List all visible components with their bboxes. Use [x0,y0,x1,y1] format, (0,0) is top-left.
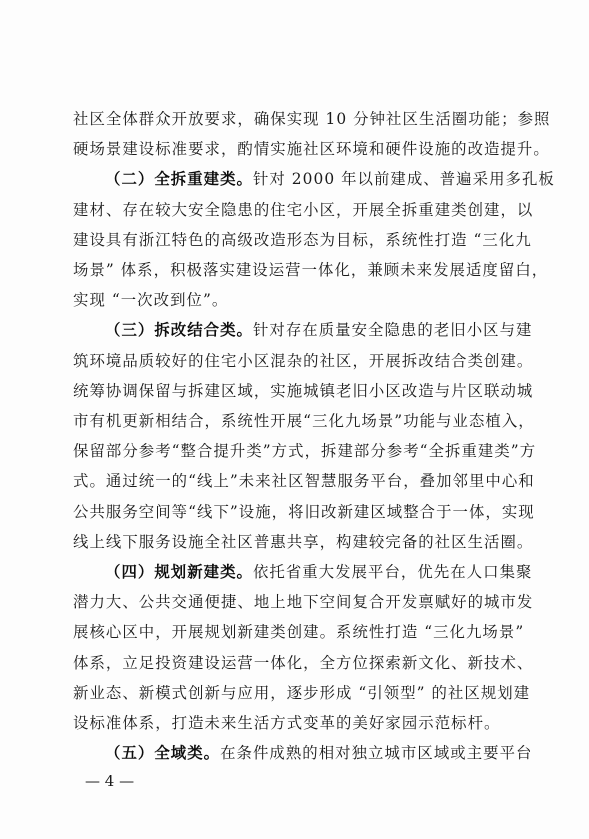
section-heading: （四）规划新建类。 [105,563,253,581]
text-line: 公共服务空间等“线下”设施，将旧改新建区域整合于一体，实现 [73,503,535,521]
text-line: 市有机更新相结合，系统性开展“三化九场景”功能与业态植入， [73,412,535,430]
text-line: 新业态、新模式创新与应用，逐步形成 “引领型” 的社区规划建 [73,684,531,702]
paragraph-text: 依托省重大发展平台，优先在人口集聚 [252,563,533,581]
section-heading: （三）拆改结合类。 [105,321,253,339]
text-line: 社区全体群众开放要求，确保实现 10 分钟社区生活圈功能；参照 [73,110,551,128]
text-line: 筑环境品质较好的住宅小区混杂的社区，开展拆改结合类创建。 [73,352,534,370]
paragraph-first-line [105,169,555,189]
text-line: 线上线下服务设施全社区普惠共享，构建较完备的社区生活圈。 [73,533,534,551]
paragraph-text: 针对存在质量安全隐患的老旧小区与建 [252,321,533,339]
section-heading: （五）全域类。 [105,744,221,762]
text-line: 场景” 体系，积极落实建设运营一体化，兼顾未来发展适度留白， [73,261,549,279]
text-line: 潜力大、公共交通便捷、地上地下空间复合开发禀赋好的城市发 [73,593,534,611]
page-number: — 4 — [85,772,135,790]
text-line: 硬场景建设标准要求，酌情实施社区环境和硬件设施的改造提升。 [73,140,550,158]
paragraph-first-line [105,562,532,582]
text-line: 设标准体系，打造未来生活方式变革的美好家园示范标杆。 [73,714,501,732]
paragraph-text: 在条件成熟的相对独立城市区域或主要平台 [220,744,533,762]
paragraph-first-line [105,320,532,340]
text-line: 建设具有浙江特色的高级改造形态为目标，系统性打造 “三化九 [73,231,532,249]
text-line: 式。通过统一的“线上”未来社区智慧服务平台，叠加邻里中心和 [73,472,535,490]
text-line: 展核心区中，开展规划新建类创建。系统性打造 “三化九场景” [73,623,525,641]
text-line: 实现 “一次改到位”。 [73,291,229,309]
section-heading: （二）全拆重建类。 [105,170,253,188]
text-line: 统筹协调保留与拆建区域，实施城镇老旧小区改造与片区联动城 [73,382,534,400]
text-line: 保留部分参考“整合提升类”方式，拆建部分参考“全拆重建类”方 [73,442,537,460]
paragraph-text: 针对 2000 年以前建成、普遍采用多孔板 [252,170,555,188]
text-line: 体系，立足投资建设运营一体化，全方位探索新文化、新技术、 [73,654,534,672]
text-line: 建材、存在较大安全隐患的住宅小区，开展全拆重建类创建，以 [73,201,534,219]
paragraph-first-line [105,743,532,763]
